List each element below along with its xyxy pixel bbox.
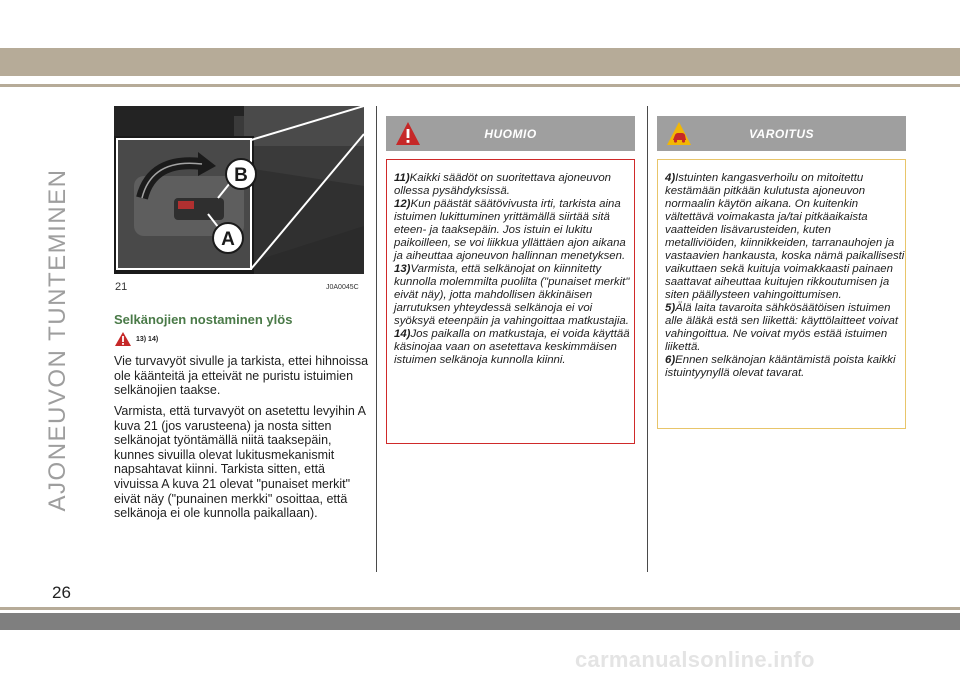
figure-code: J0A0045C	[326, 284, 359, 291]
varoitus-item: 4)Istuinten kangasverhoilu on mitoitettu kestämään pitkään kulutusta ajoneuvon normaalin käytön aikana. On kuitenkin vältettävä voimakasta ja/tai pitkäaikaista vaatteiden lisävarusteiden, kuten metalliviöiden, kiinnikkeiden, tarranauhojen ja vastaavien hankausta, koska nämä paikallisesti vaikuttaen sekä kuituja voimakkaasti painaen saattavat aiheuttaa kuitujen rikkoutumisen ja siten päällysteen vahingoittumisen.	[665, 172, 905, 301]
varoitus-item: 6)Ennen selkänojan kääntämistä poista kaikki istuintyynyllä olevat tavarat.	[665, 354, 896, 379]
watermark: carmanualsonline.info	[575, 647, 815, 672]
paragraph-text: Vie turvavyöt sivulle ja tarkista, ettei hihnoissa ole käänteitä ja etteivät ne puristu istuimien selkänojien taakse.	[114, 354, 369, 398]
body-paragraph-1	[114, 354, 372, 398]
huomio-item: 12)Kun päästät säätövivusta irti, tarkista aina istuimen lukittuminen yrittämällä siirtää sitä eteen- ja taaksepäin. Jos istuin ei lukitu paikoilleen, se voi liikkua yllättäen ajon aikana ja aiheuttaa ajoneuvon hallinnan menetyksen.	[394, 198, 626, 262]
callout-b-label: B	[234, 165, 248, 186]
top-band-line	[0, 84, 960, 87]
bottom-band	[0, 613, 960, 630]
varoitus-item: 5)Älä laita tavaroita sähkösäätöisen istuimen alle äläkä estä sen liikettä: käyttölaitteet voivat vahingoittua. Ne voivat myös estää istuimen liikettä.	[665, 302, 899, 353]
figure-number: 21	[115, 281, 128, 293]
column-divider	[647, 106, 648, 572]
huomio-item: 13)Varmista, että selkänojat on kiinnitetty kunnolla molemmilta puolilta ("punaiset merkit" eivät näy), jotta mahdollisen äkkinäisen jarrutuksen yhteydessä selkänoja ei voi syöksyä eteenpäin ja vahingoittaa matkustajia.	[394, 263, 630, 327]
huomio-item: 11)Kaikki säädöt on suoritettava ajoneuvon ollessa pysähdyksissä.	[394, 172, 611, 197]
warning-refs: 13) 14)	[136, 336, 159, 343]
body-paragraph-2	[114, 404, 372, 521]
column-divider	[376, 106, 377, 572]
callout-a	[114, 106, 364, 274]
varoitus-box	[657, 159, 906, 429]
varoitus-header	[657, 116, 906, 151]
warning-triangle-icon	[114, 331, 132, 347]
bottom-band-line	[0, 607, 960, 610]
huomio-item: 14)Jos paikalla on matkustaja, ei voida käyttää käsinojaa vaan on asetettava keskimmäisen istuimen selkänoja kunnolla kiinni.	[394, 328, 630, 366]
callout-a-label: A	[221, 229, 235, 250]
side-tab-label: AJONEUVON TUNTEMINEN	[44, 168, 71, 512]
top-band	[0, 48, 960, 76]
huomio-header	[386, 116, 635, 151]
paragraph-text: Varmista, että turvavyöt on asetettu levyihin A kuva 21 (jos varusteena) ja nosta sitten selkänojat työntämällä niitä taaksepäin, kunnes sivuilla olevat lukitusmekanismit napsahtavat kiinni. Tarkista sitten, että vivuissa A kuva 21 olevat "punaiset merkit" eivät näy ("punainen merkki" osoittaa, että selkänoja ei ole kunnolla paikallaan).	[114, 404, 366, 521]
huomio-title: HUOMIO	[484, 127, 537, 141]
section-title: Selkänojien nostaminen ylös	[114, 312, 293, 327]
huomio-box	[386, 159, 635, 444]
page-number: 26	[52, 583, 71, 602]
varoitus-title: VAROITUS	[748, 127, 815, 141]
figure-photo	[114, 106, 364, 274]
